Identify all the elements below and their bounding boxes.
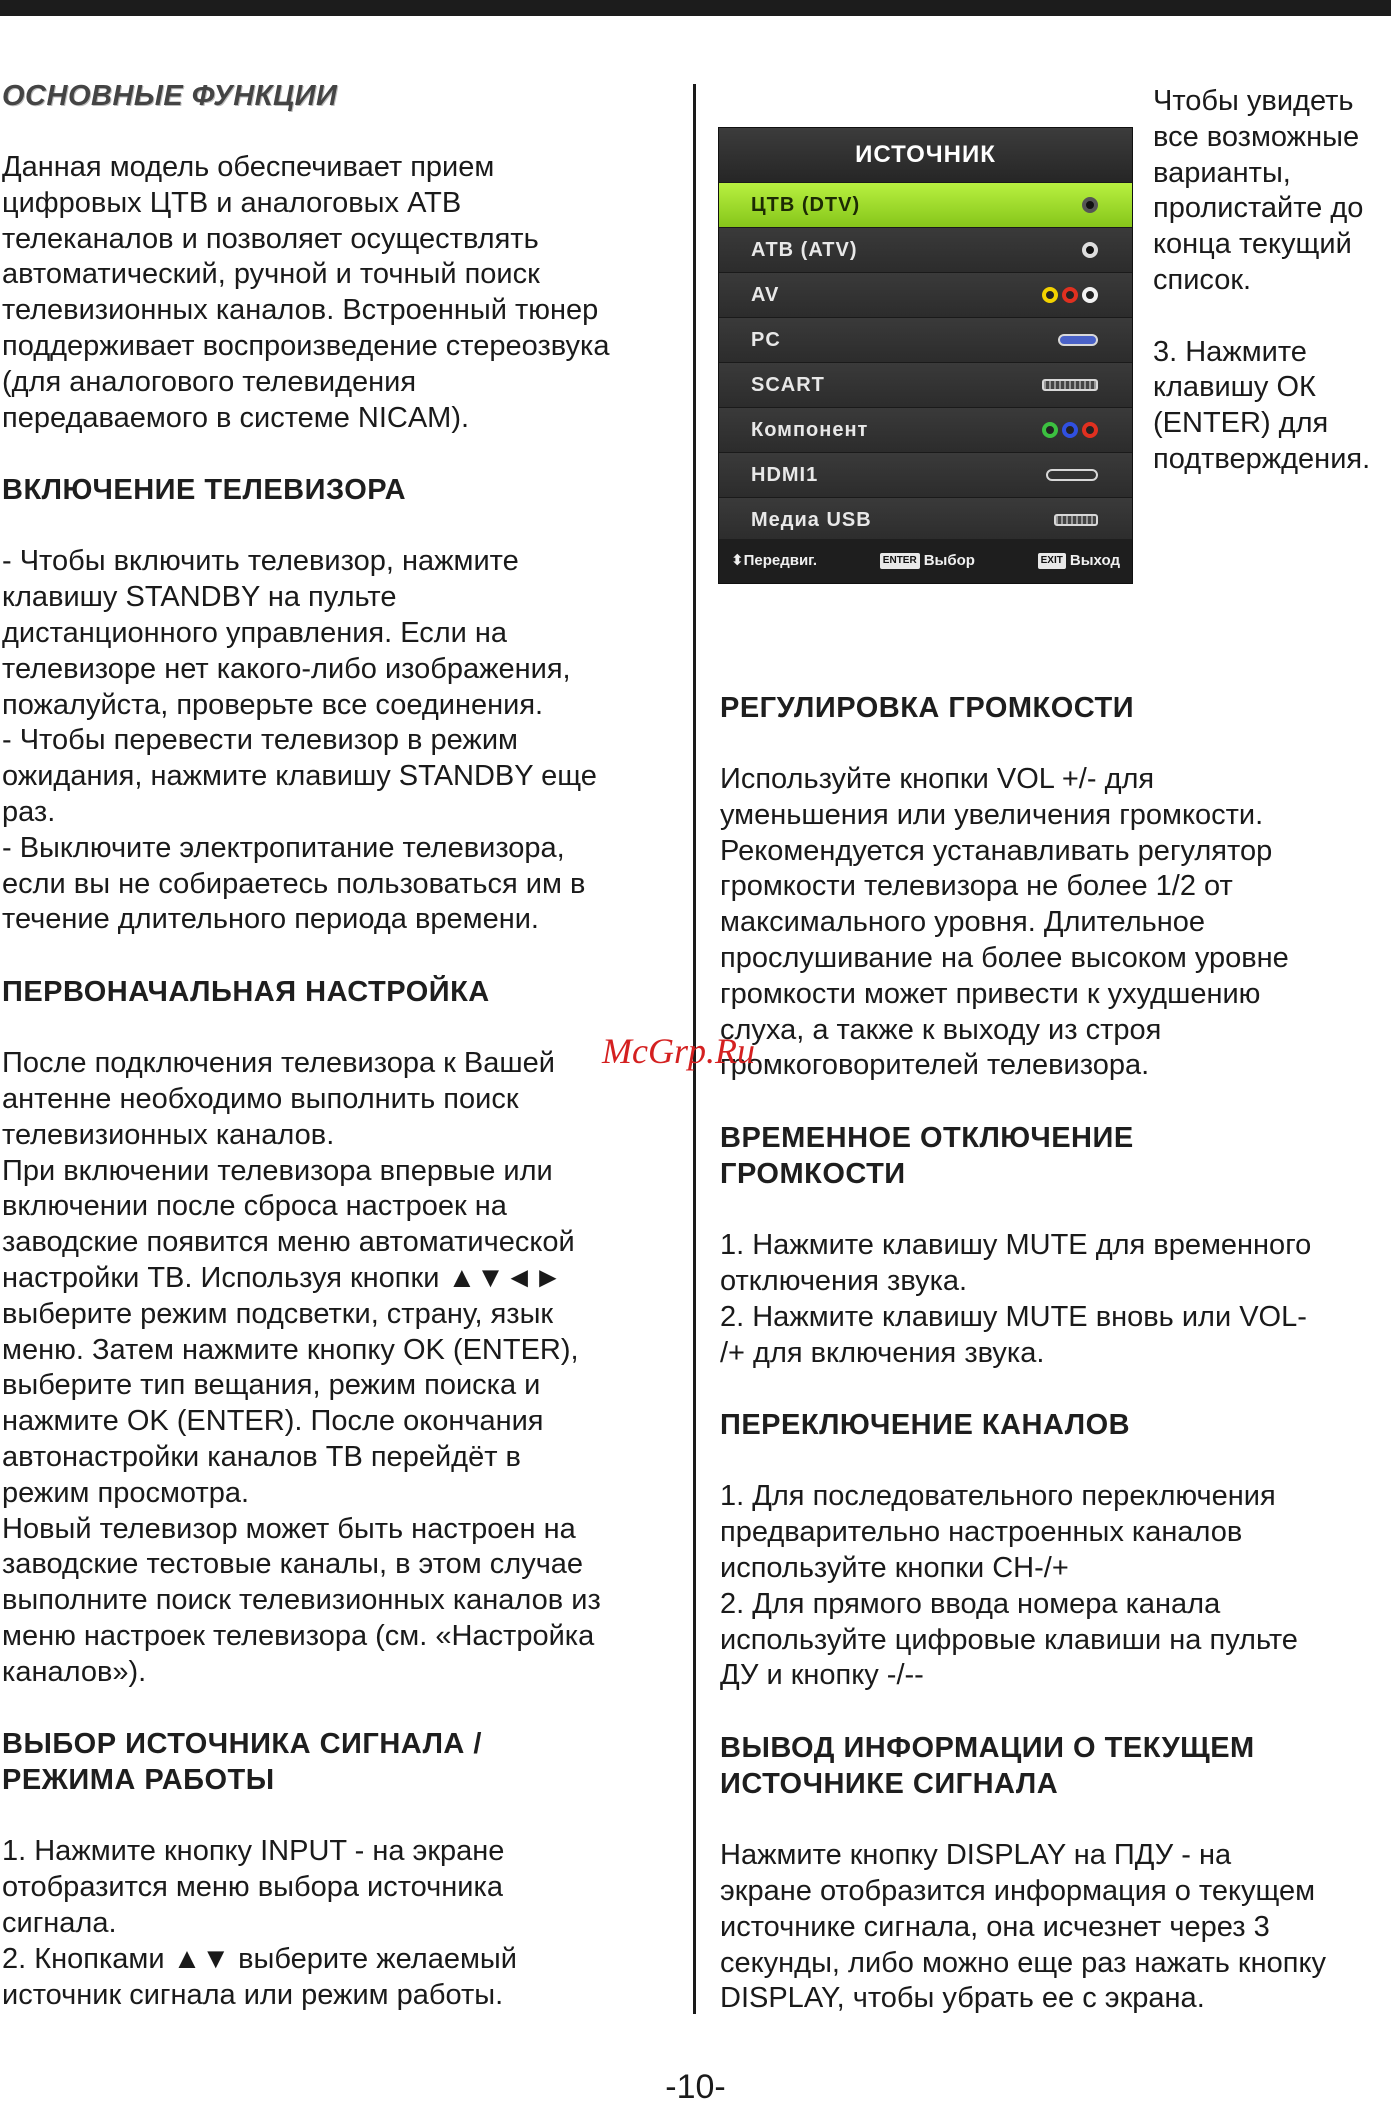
component-jacks-icon bbox=[1042, 420, 1098, 440]
top-bar bbox=[0, 0, 1391, 16]
source-item-label: SCART bbox=[751, 374, 825, 396]
source-item-media-usb[interactable] bbox=[719, 497, 1132, 542]
source-item-label: Медиа USB bbox=[751, 509, 872, 531]
page-number: -10- bbox=[665, 2068, 726, 2106]
antenna-icon bbox=[1082, 195, 1098, 215]
scart-port-icon bbox=[1042, 375, 1098, 395]
channel-switch-text: 1. Для последовательного переключения предварительно настроенных каналов используйте кнопки CH-/+ 2. Для прямого ввода номера канала используйте цифровые клавиши на пульте ДУ и кнопку -/-- bbox=[720, 1480, 1298, 1692]
source-item-label: ЦТВ (DTV) bbox=[751, 194, 861, 216]
source-item-dtv[interactable] bbox=[719, 182, 1132, 227]
source-item-component[interactable] bbox=[719, 407, 1132, 452]
hdmi-port-icon bbox=[1046, 465, 1098, 485]
footer-select: ENTER Выбор bbox=[880, 539, 975, 583]
source-item-label: PC bbox=[751, 329, 781, 351]
source-item-av[interactable] bbox=[719, 272, 1132, 317]
up-down-arrows-icon: ⬍ bbox=[731, 552, 744, 569]
initial-setup-title: ПЕРВОНАЧАЛЬНАЯ НАСТРОЙКА bbox=[2, 976, 490, 1009]
exit-key-icon: EXIT bbox=[1038, 553, 1066, 569]
source-menu bbox=[719, 128, 1132, 583]
source-select-title: ВЫБОР ИСТОЧНИКА СИГНАЛА / РЕЖИМА РАБОТЫ bbox=[2, 1728, 482, 1797]
source-item-label: HDMI1 bbox=[751, 464, 819, 486]
source-menu-footer bbox=[719, 539, 1132, 583]
initial-setup-text: После подключения телевизора к Вашей антенне необходимо выполнить поиск телевизионных каналов. При включении телевизора впервые или включении после сброса настроек на заводские появится меню автоматической настройки ТВ. Используя кнопки ▲▼◄► выберите режим подсветки, страну, язык меню. Затем нажмите кнопку OK (ENTER), выберите тип вещания, режим поиска и нажмите OK (ENTER). После окончания автонастройки каналов ТВ перейдёт в режим просмотра. Новый телевизор может быть настроен на заводские тестовые каналы, в этом случае выполните поиск телевизионных каналов из меню настроек телевизора (см. «Настройка каналов»). bbox=[2, 1047, 601, 1688]
footer-exit: EXIT Выход bbox=[1038, 539, 1120, 583]
mute-title: ВРЕМЕННОЕ ОТКЛЮЧЕНИЕ ГРОМКОСТИ bbox=[720, 1122, 1134, 1191]
channel-switch-title: ПЕРЕКЛЮЧЕНИЕ КАНАЛОВ bbox=[720, 1409, 1131, 1442]
enter-key-icon: ENTER bbox=[880, 553, 920, 569]
volume-title: РЕГУЛИРОВКА ГРОМКОСТИ bbox=[720, 692, 1135, 724]
menu-side-note: Чтобы увидеть все возможные варианты, пролистайте до конца текущий список. 3. Нажмите клавишу ОК (ENTER) для подтверждения. bbox=[1153, 85, 1371, 475]
right-column bbox=[720, 690, 1385, 2053]
vga-port-icon bbox=[1058, 330, 1098, 350]
watermark: McGrp.Ru bbox=[602, 1031, 755, 1071]
source-info-text: Нажмите кнопку DISPLAY на ПДУ - на экране отобразится информация о текущем источнике сигнала, она исчезнет через 3 секунды, либо можно еще раз нажать кнопку DISPLAY, чтобы убрать ее с экрана. bbox=[720, 1839, 1326, 2015]
source-item-atv[interactable] bbox=[719, 227, 1132, 272]
source-item-hdmi1[interactable] bbox=[719, 452, 1132, 497]
usb-port-icon bbox=[1054, 510, 1098, 530]
antenna-icon bbox=[1082, 240, 1098, 260]
power-on-text: - Чтобы включить телевизор, нажмите клавишу STANDBY на пульте дистанционного управления. Если на телевизоре нет какого-либо изображения, пожалуйста, проверьте все соединения. - Чтобы перевести телевизор в режим ожидания, нажмите клавишу STANDBY еще раз. - Выключите электропитание телевизора, если вы не собираетесь пользоваться им в течение длительного периода времени. bbox=[2, 545, 597, 936]
left-column bbox=[2, 78, 678, 2049]
rca-jacks-icon bbox=[1042, 285, 1098, 305]
source-item-label: АТВ (ATV) bbox=[751, 239, 858, 261]
basic-functions-title: ОСНОВНЫЕ ФУНКЦИИ bbox=[2, 80, 338, 112]
source-item-scart[interactable] bbox=[719, 362, 1132, 407]
source-item-label: AV bbox=[751, 284, 780, 306]
basic-functions-text: Данная модель обеспечивает прием цифровых ЦТВ и аналоговых АТВ телеканалов и позволяет осуществлять автоматический, ручной и точный поиск телевизионных каналов. Встроенный тюнер поддерживает воспроизведение стереозвука (для аналогового телевидения передаваемого в системе NICAM). bbox=[2, 151, 610, 434]
source-info-title: ВЫВОД ИНФОРМАЦИИ О ТЕКУЩЕМ ИСТОЧНИКЕ СИГНАЛА bbox=[720, 1732, 1255, 1801]
source-item-pc[interactable] bbox=[719, 317, 1132, 362]
mute-text: 1. Нажмите клавишу MUTE для временного отключения звука. 2. Нажмите клавишу MUTE вновь или VOL- /+ для включения звука. bbox=[720, 1229, 1312, 1369]
source-menu-title: ИСТОЧНИК bbox=[719, 128, 1132, 182]
source-select-text: 1. Нажмите кнопку INPUT - на экране отобразится меню выбора источника сигнала. 2. Кнопками ▲▼ выберите желаемый источник сигнала или режим работы. bbox=[2, 1835, 517, 2011]
source-item-label: Компонент bbox=[751, 419, 869, 441]
footer-move: ⬍Передвиг. bbox=[731, 552, 818, 569]
power-on-title: ВКЛЮЧЕНИЕ ТЕЛЕВИЗОРА bbox=[2, 474, 407, 507]
volume-text: Используйте кнопки VOL +/- для уменьшения или увеличения громкости. Рекомендуется устанавливать регулятор громкости телевизора не более 1/2 от максимального уровня. Длительное прослушивание на более высоком уровне громкости может привести к ухудшению слуха, а также к выходу из строя громкоговорителей телевизора. bbox=[720, 763, 1289, 1082]
